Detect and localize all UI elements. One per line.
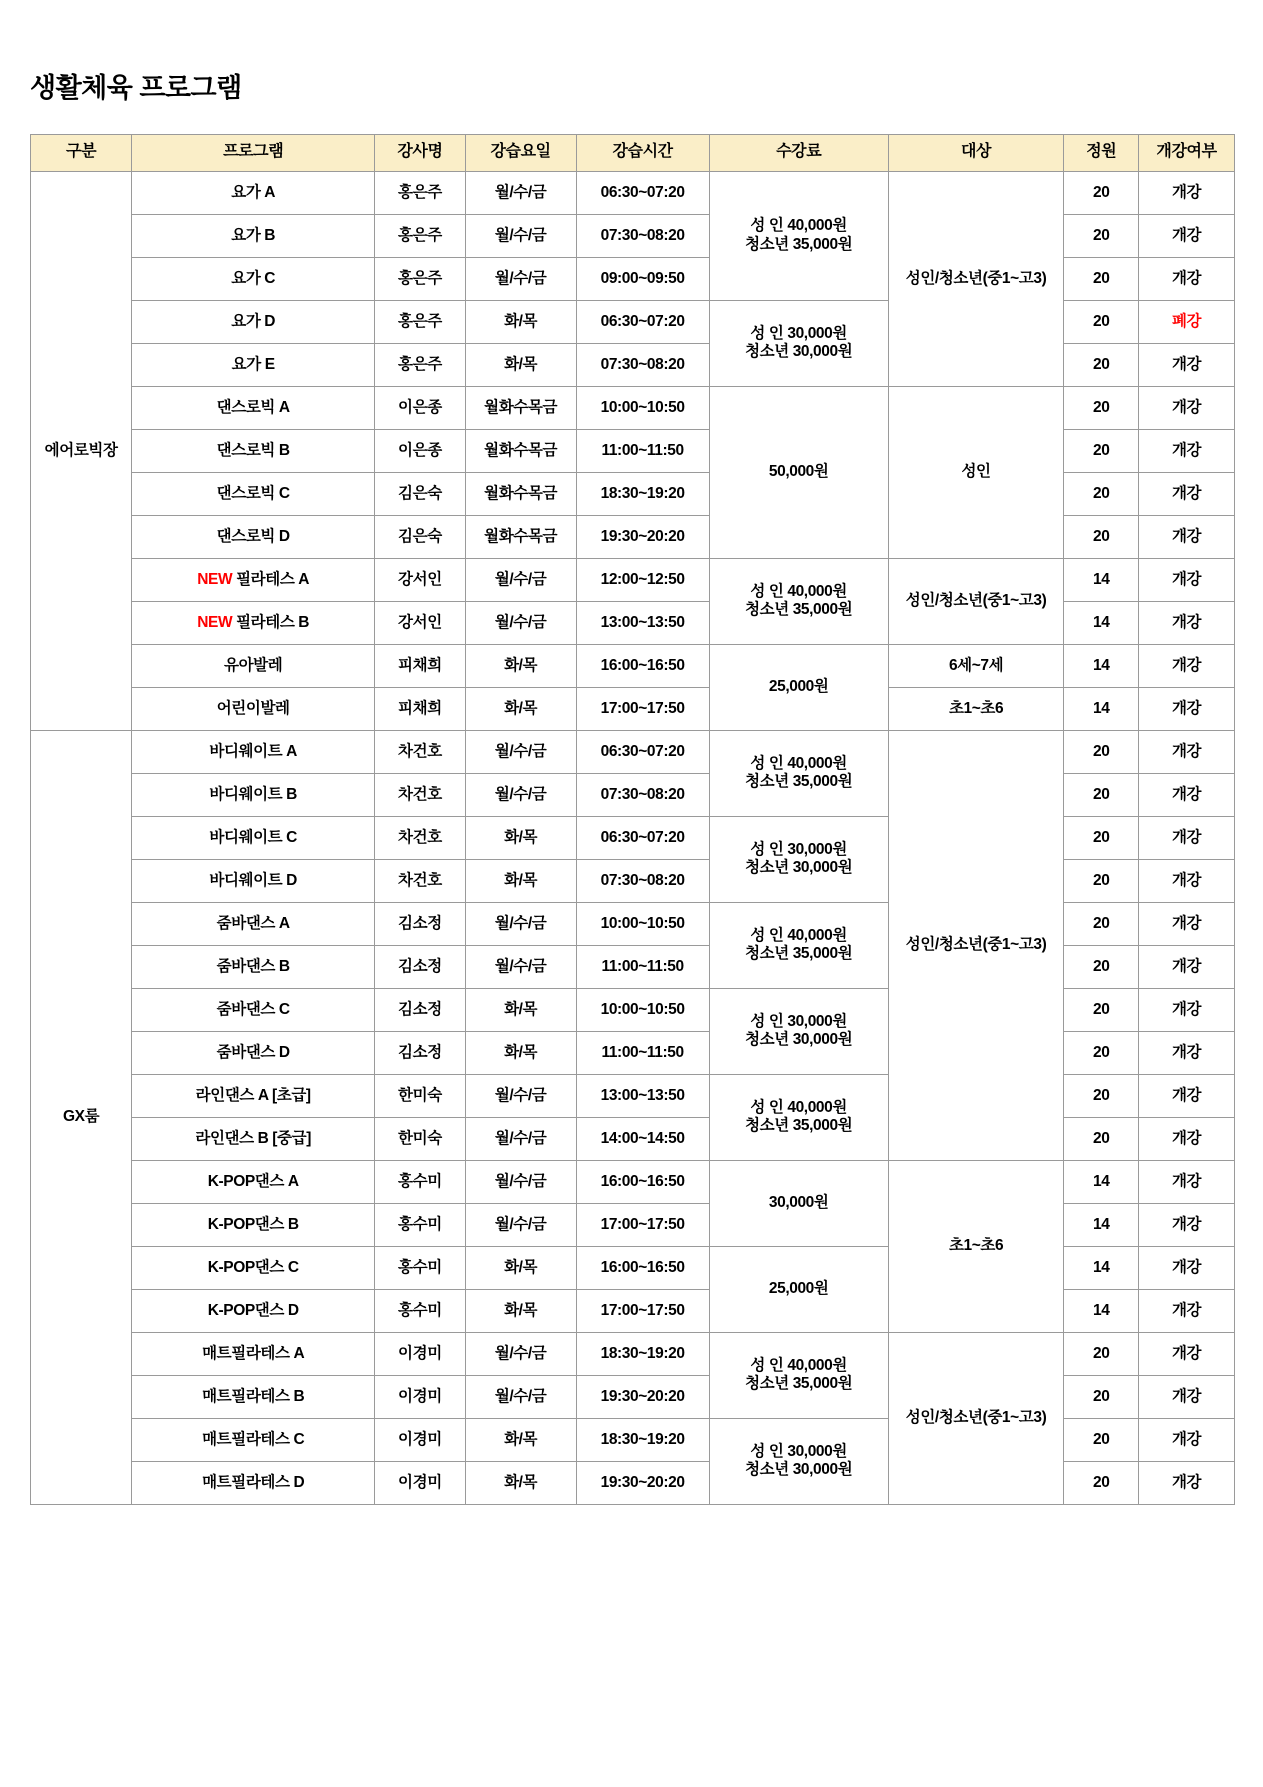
status-badge: 개강 <box>1139 1031 1235 1074</box>
text-line: 성인/ <box>905 1409 939 1427</box>
cell-target <box>888 1332 1064 1504</box>
status-badge: 개강 <box>1139 1160 1235 1203</box>
text-line: 청소년 30,000원 <box>745 1461 853 1479</box>
cell-program: 줌바댄스 D <box>132 1031 375 1074</box>
status-badge: 개강 <box>1139 386 1235 429</box>
cell-program: 댄스로빅 C <box>132 472 375 515</box>
cell-program: 줌바댄스 B <box>132 945 375 988</box>
cell-time: 16:00~16:50 <box>576 1160 709 1203</box>
text-line: 청소년 30,000원 <box>745 343 853 361</box>
cell-fee <box>709 816 888 902</box>
cell-program: 바디웨이트 A <box>132 730 375 773</box>
cell-days: 월화수목금 <box>465 472 576 515</box>
status-badge: 개강 <box>1139 257 1235 300</box>
column-header-time: 강습시간 <box>576 134 709 171</box>
text-line: 청소년 35,000원 <box>745 1375 853 1393</box>
cell-fee <box>709 1332 888 1418</box>
status-badge: 개강 <box>1139 343 1235 386</box>
cell-days: 월/수/금 <box>465 902 576 945</box>
cell-days: 화/목 <box>465 816 576 859</box>
table-row <box>31 558 1235 601</box>
cell-program: 댄스로빅 B <box>132 429 375 472</box>
cell-program: 요가 D <box>132 300 375 343</box>
cell-days: 월/수/금 <box>465 773 576 816</box>
cell-category: GX룸 <box>31 730 132 1504</box>
cell-target <box>888 687 1064 730</box>
cell-capacity: 14 <box>1064 1246 1139 1289</box>
cell-capacity: 20 <box>1064 214 1139 257</box>
column-header-status: 개강여부 <box>1139 134 1235 171</box>
cell-days: 월/수/금 <box>465 1117 576 1160</box>
cell-target <box>888 171 1064 386</box>
column-header-fee: 수강료 <box>709 134 888 171</box>
cell-teacher: 차건호 <box>375 730 466 773</box>
text-line: 성 인 30,000원 <box>750 324 847 342</box>
cell-program: 매트필라테스 D <box>132 1461 375 1504</box>
cell-capacity: 14 <box>1064 687 1139 730</box>
text-line: (중1~고3) <box>982 1409 1047 1427</box>
cell-program: 라인댄스 A [초급] <box>132 1074 375 1117</box>
cell-time: 16:00~16:50 <box>576 644 709 687</box>
text-line: 성인 <box>961 463 991 481</box>
text-line: 청소년 35,000원 <box>745 945 853 963</box>
text-line: 성 인 30,000원 <box>750 1012 847 1030</box>
cell-capacity: 20 <box>1064 472 1139 515</box>
status-badge: 개강 <box>1139 429 1235 472</box>
status-badge: 개강 <box>1139 1289 1235 1332</box>
cell-teacher: 김은숙 <box>375 515 466 558</box>
cell-capacity: 20 <box>1064 257 1139 300</box>
cell-days: 월/수/금 <box>465 601 576 644</box>
text-line: 성 인 40,000원 <box>750 582 847 600</box>
cell-days: 월/수/금 <box>465 558 576 601</box>
status-badge: 개강 <box>1139 816 1235 859</box>
cell-days: 월/수/금 <box>465 730 576 773</box>
text-line: (중1~고3) <box>982 269 1047 287</box>
cell-program: K-POP댄스 B <box>132 1203 375 1246</box>
status-badge: 개강 <box>1139 1203 1235 1246</box>
program-schedule-table <box>30 134 1235 1505</box>
cell-time: 09:00~09:50 <box>576 257 709 300</box>
cell-time: 17:00~17:50 <box>576 687 709 730</box>
table-row <box>31 386 1235 429</box>
cell-program: 바디웨이트 D <box>132 859 375 902</box>
text-line: 청소년 35,000원 <box>745 773 853 791</box>
cell-program: 라인댄스 B [중급] <box>132 1117 375 1160</box>
text-line: 성 인 30,000원 <box>750 1442 847 1460</box>
text-line: 청소년 35,000원 <box>745 235 853 253</box>
new-badge: NEW <box>197 570 233 588</box>
cell-fee <box>709 1418 888 1504</box>
cell-capacity: 20 <box>1064 300 1139 343</box>
cell-days: 화/목 <box>465 859 576 902</box>
cell-days: 화/목 <box>465 1461 576 1504</box>
text-line: 초1~초6 <box>948 699 1004 717</box>
cell-fee <box>709 1074 888 1160</box>
status-badge: 개강 <box>1139 945 1235 988</box>
text-line: 6세~7세 <box>948 656 1004 674</box>
cell-teacher: 홍수미 <box>375 1246 466 1289</box>
cell-capacity: 14 <box>1064 644 1139 687</box>
cell-teacher: 홍수미 <box>375 1289 466 1332</box>
cell-teacher: 피채희 <box>375 644 466 687</box>
cell-teacher: 한미숙 <box>375 1117 466 1160</box>
status-badge: 개강 <box>1139 1332 1235 1375</box>
status-badge: 개강 <box>1139 214 1235 257</box>
text-line: 청소년 35,000원 <box>745 601 853 619</box>
cell-fee <box>709 558 888 644</box>
cell-time: 07:30~08:20 <box>576 214 709 257</box>
cell-teacher: 피채희 <box>375 687 466 730</box>
text-line: 성인/ <box>905 592 939 610</box>
cell-teacher: 김소정 <box>375 1031 466 1074</box>
cell-time: 18:30~19:20 <box>576 472 709 515</box>
cell-capacity: 20 <box>1064 816 1139 859</box>
cell-time: 18:30~19:20 <box>576 1332 709 1375</box>
status-badge: 개강 <box>1139 558 1235 601</box>
status-badge: 개강 <box>1139 730 1235 773</box>
text-line: (중1~고3) <box>982 936 1047 954</box>
cell-time: 06:30~07:20 <box>576 171 709 214</box>
column-header-days: 강습요일 <box>465 134 576 171</box>
cell-capacity: 20 <box>1064 730 1139 773</box>
cell-days: 월/수/금 <box>465 1160 576 1203</box>
cell-capacity: 20 <box>1064 1332 1139 1375</box>
cell-capacity: 20 <box>1064 773 1139 816</box>
table-row <box>31 1332 1235 1375</box>
cell-days: 화/목 <box>465 1031 576 1074</box>
cell-program: 요가 B <box>132 214 375 257</box>
cell-time: 10:00~10:50 <box>576 988 709 1031</box>
cell-program: 댄스로빅 A <box>132 386 375 429</box>
cell-capacity: 20 <box>1064 515 1139 558</box>
text-line: 성인/ <box>905 936 939 954</box>
cell-days: 월/수/금 <box>465 945 576 988</box>
cell-teacher: 차건호 <box>375 859 466 902</box>
cell-days: 월/수/금 <box>465 1332 576 1375</box>
cell-program: NEW 필라테스 A <box>132 558 375 601</box>
cell-time: 11:00~11:50 <box>576 1031 709 1074</box>
cell-capacity: 14 <box>1064 558 1139 601</box>
cell-category: 에어로빅장 <box>31 171 132 730</box>
cell-time: 10:00~10:50 <box>576 902 709 945</box>
status-badge: 폐강 <box>1139 300 1235 343</box>
text-line: 성 인 40,000원 <box>750 754 847 772</box>
status-badge: 개강 <box>1139 902 1235 945</box>
cell-time: 07:30~08:20 <box>576 343 709 386</box>
cell-time: 18:30~19:20 <box>576 1418 709 1461</box>
cell-capacity: 20 <box>1064 945 1139 988</box>
text-line: 성 인 40,000원 <box>750 1356 847 1374</box>
text-line: 성 인 40,000원 <box>750 217 847 235</box>
cell-time: 11:00~11:50 <box>576 945 709 988</box>
cell-program: 유아발레 <box>132 644 375 687</box>
cell-days: 월/수/금 <box>465 1375 576 1418</box>
cell-teacher: 강서인 <box>375 601 466 644</box>
cell-teacher: 김은숙 <box>375 472 466 515</box>
status-badge: 개강 <box>1139 644 1235 687</box>
cell-time: 06:30~07:20 <box>576 816 709 859</box>
cell-program: 매트필라테스 B <box>132 1375 375 1418</box>
cell-days: 화/목 <box>465 1418 576 1461</box>
cell-fee <box>709 902 888 988</box>
cell-program: 어린이발레 <box>132 687 375 730</box>
cell-capacity: 20 <box>1064 1418 1139 1461</box>
cell-capacity: 20 <box>1064 429 1139 472</box>
cell-teacher: 이경미 <box>375 1418 466 1461</box>
table-row <box>31 1160 1235 1203</box>
cell-capacity: 14 <box>1064 1289 1139 1332</box>
cell-program: 바디웨이트 B <box>132 773 375 816</box>
cell-time: 16:00~16:50 <box>576 1246 709 1289</box>
cell-program: 요가 C <box>132 257 375 300</box>
cell-capacity: 20 <box>1064 386 1139 429</box>
text-line: 성인/ <box>905 269 939 287</box>
cell-teacher: 차건호 <box>375 773 466 816</box>
cell-capacity: 20 <box>1064 171 1139 214</box>
page-title: 생활체육 프로그램 <box>30 73 242 103</box>
cell-time: 13:00~13:50 <box>576 1074 709 1117</box>
cell-teacher: 홍은주 <box>375 343 466 386</box>
cell-program: K-POP댄스 A <box>132 1160 375 1203</box>
status-badge: 개강 <box>1139 773 1235 816</box>
cell-days: 월/수/금 <box>465 1203 576 1246</box>
cell-time: 17:00~17:50 <box>576 1203 709 1246</box>
column-header-category: 구분 <box>31 134 132 171</box>
cell-program: 매트필라테스 A <box>132 1332 375 1375</box>
cell-days: 월/수/금 <box>465 257 576 300</box>
cell-program: 요가 E <box>132 343 375 386</box>
cell-teacher: 홍수미 <box>375 1203 466 1246</box>
cell-teacher: 이경미 <box>375 1461 466 1504</box>
status-badge: 개강 <box>1139 1246 1235 1289</box>
cell-teacher: 홍수미 <box>375 1160 466 1203</box>
cell-capacity: 20 <box>1064 343 1139 386</box>
cell-target <box>888 1160 1064 1332</box>
cell-days: 월화수목금 <box>465 515 576 558</box>
text-line: 청소년 <box>938 936 983 954</box>
status-badge: 개강 <box>1139 1418 1235 1461</box>
cell-target <box>888 386 1064 558</box>
cell-time: 11:00~11:50 <box>576 429 709 472</box>
table-row <box>31 171 1235 214</box>
cell-teacher: 강서인 <box>375 558 466 601</box>
cell-fee <box>709 644 888 730</box>
cell-days: 화/목 <box>465 1289 576 1332</box>
cell-capacity: 14 <box>1064 1160 1139 1203</box>
cell-time: 06:30~07:20 <box>576 300 709 343</box>
cell-days: 화/목 <box>465 1246 576 1289</box>
text-line: 청소년 30,000원 <box>745 1031 853 1049</box>
status-badge: 개강 <box>1139 472 1235 515</box>
cell-teacher: 김소정 <box>375 902 466 945</box>
text-line: 성 인 30,000원 <box>750 840 847 858</box>
status-badge: 개강 <box>1139 1117 1235 1160</box>
cell-days: 화/목 <box>465 644 576 687</box>
cell-capacity: 20 <box>1064 1074 1139 1117</box>
status-badge: 개강 <box>1139 1375 1235 1418</box>
header-row <box>31 134 1235 171</box>
new-badge: NEW <box>197 613 233 631</box>
cell-teacher: 홍은주 <box>375 300 466 343</box>
cell-time: 12:00~12:50 <box>576 558 709 601</box>
cell-capacity: 20 <box>1064 1375 1139 1418</box>
cell-fee <box>709 1246 888 1332</box>
cell-capacity: 20 <box>1064 1031 1139 1074</box>
cell-teacher: 한미숙 <box>375 1074 466 1117</box>
cell-fee <box>709 386 888 558</box>
cell-days: 월/수/금 <box>465 1074 576 1117</box>
cell-fee <box>709 300 888 386</box>
status-badge: 개강 <box>1139 687 1235 730</box>
table-row <box>31 687 1235 730</box>
cell-capacity: 20 <box>1064 988 1139 1031</box>
cell-time: 13:00~13:50 <box>576 601 709 644</box>
cell-days: 월/수/금 <box>465 214 576 257</box>
cell-time: 19:30~20:20 <box>576 1461 709 1504</box>
cell-time: 10:00~10:50 <box>576 386 709 429</box>
text-line: 청소년 35,000원 <box>745 1117 853 1135</box>
cell-program: 바디웨이트 C <box>132 816 375 859</box>
cell-teacher: 홍은주 <box>375 171 466 214</box>
cell-fee <box>709 730 888 816</box>
column-header-program: 프로그램 <box>132 134 375 171</box>
text-line: 청소년 <box>938 269 983 287</box>
cell-teacher: 김소정 <box>375 945 466 988</box>
cell-fee <box>709 1160 888 1246</box>
cell-days: 화/목 <box>465 988 576 1031</box>
cell-fee <box>709 988 888 1074</box>
cell-teacher: 홍은주 <box>375 214 466 257</box>
cell-program: 줌바댄스 A <box>132 902 375 945</box>
text-line: 25,000원 <box>768 678 829 696</box>
cell-target <box>888 558 1064 644</box>
cell-teacher: 이은종 <box>375 429 466 472</box>
cell-program: NEW 필라테스 B <box>132 601 375 644</box>
table-header <box>31 134 1235 171</box>
text-line: 성 인 40,000원 <box>750 1098 847 1116</box>
status-badge: 개강 <box>1139 988 1235 1031</box>
text-line: 청소년 30,000원 <box>745 859 853 877</box>
text-line: 청소년 <box>938 1409 983 1427</box>
cell-program: 댄스로빅 D <box>132 515 375 558</box>
cell-capacity: 20 <box>1064 1117 1139 1160</box>
cell-capacity: 14 <box>1064 1203 1139 1246</box>
cell-teacher: 차건호 <box>375 816 466 859</box>
cell-program: K-POP댄스 D <box>132 1289 375 1332</box>
cell-capacity: 20 <box>1064 902 1139 945</box>
cell-capacity: 20 <box>1064 1461 1139 1504</box>
status-badge: 개강 <box>1139 515 1235 558</box>
status-badge: 개강 <box>1139 859 1235 902</box>
cell-teacher: 김소정 <box>375 988 466 1031</box>
cell-time: 07:30~08:20 <box>576 859 709 902</box>
text-line: 50,000원 <box>768 463 829 481</box>
table-body <box>31 171 1235 1504</box>
cell-target <box>888 644 1064 687</box>
cell-time: 17:00~17:50 <box>576 1289 709 1332</box>
status-badge: 개강 <box>1139 171 1235 214</box>
text-line: 초1~초6 <box>948 1237 1004 1255</box>
cell-fee <box>709 171 888 300</box>
cell-capacity: 20 <box>1064 859 1139 902</box>
cell-program: 줌바댄스 C <box>132 988 375 1031</box>
cell-program: 매트필라테스 C <box>132 1418 375 1461</box>
cell-time: 14:00~14:50 <box>576 1117 709 1160</box>
cell-teacher: 이경미 <box>375 1375 466 1418</box>
table-row <box>31 730 1235 773</box>
cell-capacity: 14 <box>1064 601 1139 644</box>
cell-days: 월/수/금 <box>465 171 576 214</box>
cell-target <box>888 730 1064 1160</box>
text-line: 성 인 40,000원 <box>750 926 847 944</box>
text-line: 청소년 <box>938 592 983 610</box>
cell-days: 화/목 <box>465 300 576 343</box>
cell-program: 요가 A <box>132 171 375 214</box>
cell-days: 화/목 <box>465 343 576 386</box>
column-header-capacity: 정원 <box>1064 134 1139 171</box>
cell-days: 월화수목금 <box>465 429 576 472</box>
column-header-target: 대상 <box>888 134 1064 171</box>
cell-days: 화/목 <box>465 687 576 730</box>
cell-teacher: 홍은주 <box>375 257 466 300</box>
cell-teacher: 이경미 <box>375 1332 466 1375</box>
text-line: 25,000원 <box>768 1280 829 1298</box>
cell-time: 07:30~08:20 <box>576 773 709 816</box>
cell-program: K-POP댄스 C <box>132 1246 375 1289</box>
status-badge: 개강 <box>1139 601 1235 644</box>
cell-days: 월화수목금 <box>465 386 576 429</box>
cell-time: 19:30~20:20 <box>576 1375 709 1418</box>
text-line: 30,000원 <box>768 1194 829 1212</box>
column-header-teacher: 강사명 <box>375 134 466 171</box>
table-row <box>31 644 1235 687</box>
text-line: (중1~고3) <box>982 592 1047 610</box>
cell-time: 19:30~20:20 <box>576 515 709 558</box>
cell-teacher: 이은종 <box>375 386 466 429</box>
status-badge: 개강 <box>1139 1461 1235 1504</box>
status-badge: 개강 <box>1139 1074 1235 1117</box>
cell-time: 06:30~07:20 <box>576 730 709 773</box>
